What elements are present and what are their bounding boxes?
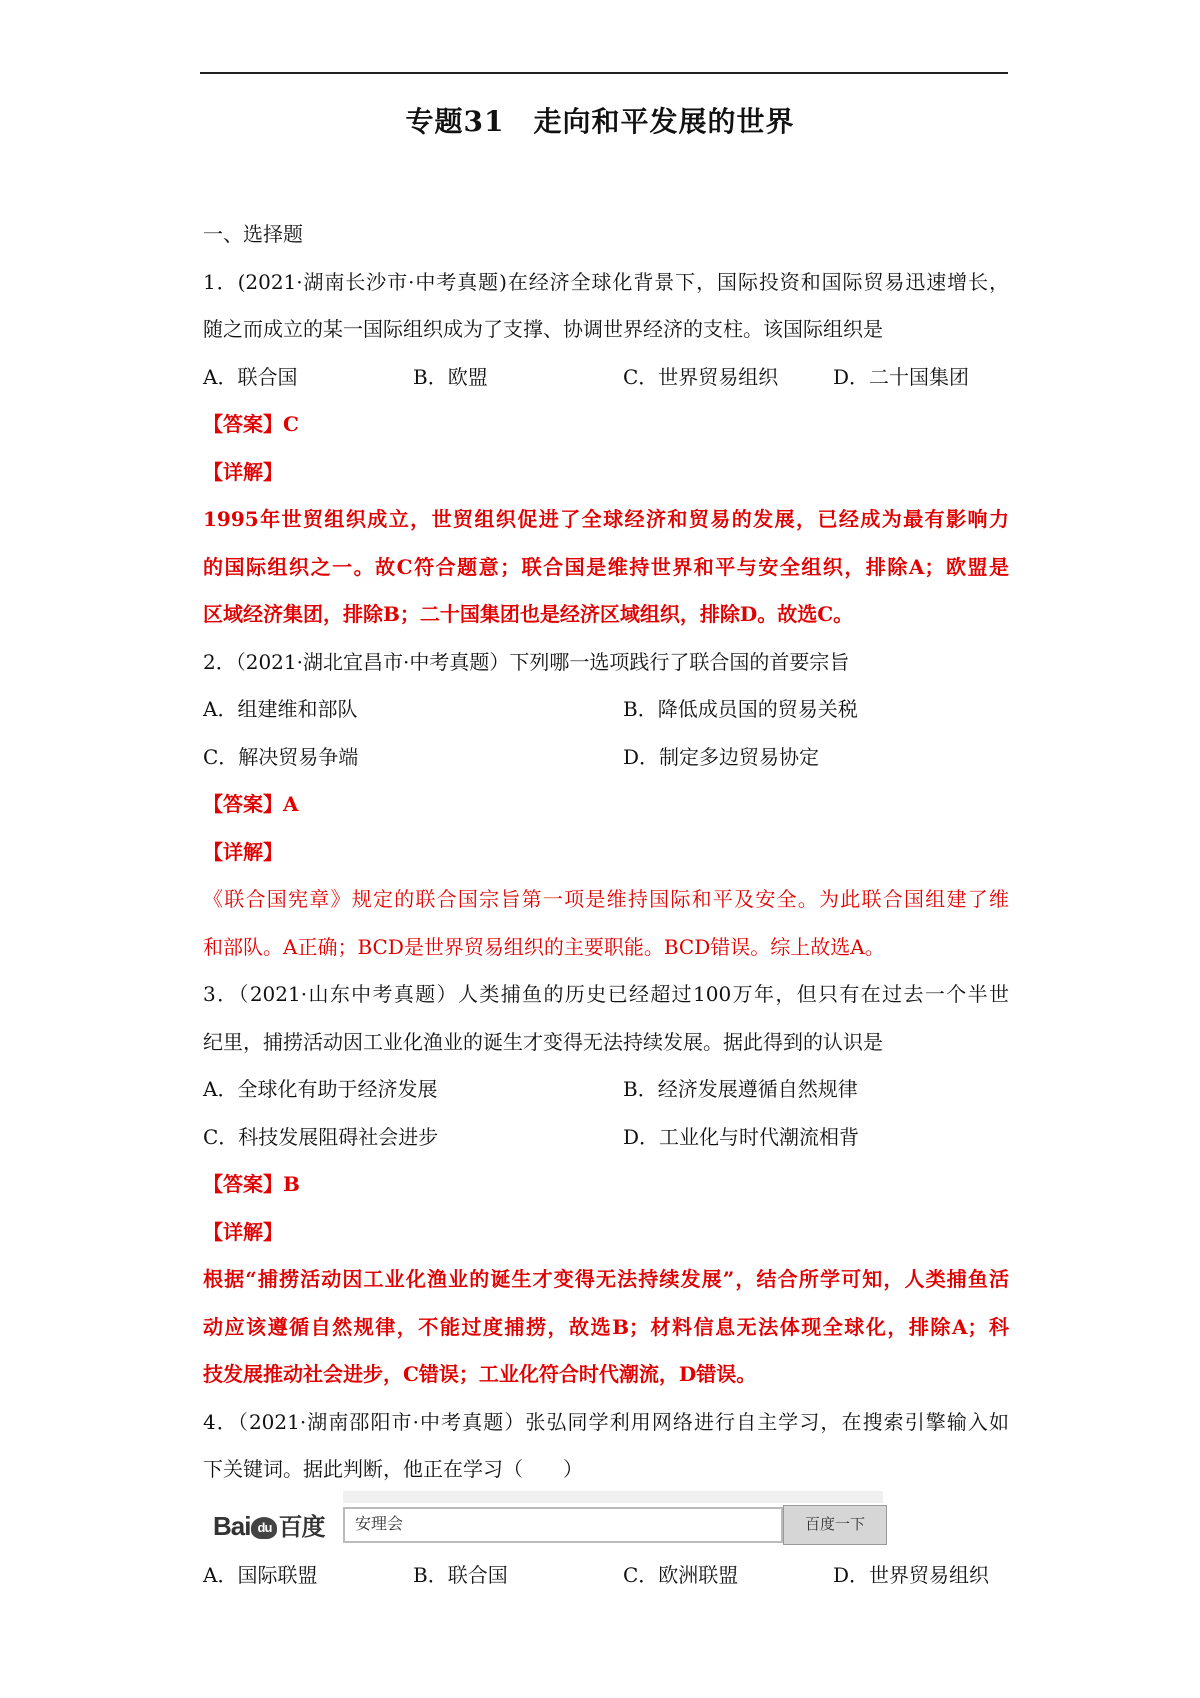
q4-stem-line-2: 下关键词。据此判断，他正在学习（ ）: [203, 1457, 583, 1481]
q3-detail-label: 【详解】: [203, 1219, 283, 1244]
search-button: 百度一下: [783, 1505, 887, 1545]
q1-detail-line-2: 的国际组织之一。故C符合题意；联合国是维持世界和平与安全组织，排除A；欧盟是: [203, 554, 1009, 579]
page-title: 专题31 走向和平发展的世界: [405, 105, 795, 138]
q2-option-d: D．制定多边贸易协定: [623, 744, 820, 769]
document-body: [203, 216, 1009, 1605]
q2-option-c: C．解决贸易争端: [203, 744, 359, 769]
q4-option-b: B．联合国: [413, 1563, 508, 1587]
q1-detail-line-1: 1995年世贸组织成立，世贸组织促进了全球经济和贸易的发展，已经成为最有影响力: [203, 507, 1009, 531]
q1-answer: 【答案】C: [203, 412, 299, 436]
q3-stem-line-1: 3．（2021·山东中考真题）人类捕鱼的历史已经超过100万年，但只有在过去一个半世: [203, 982, 1009, 1006]
q1-option-b: B．欧盟: [413, 364, 488, 389]
paw-icon: du: [251, 1517, 277, 1539]
q2-options-row-2: [203, 739, 1009, 787]
q3-options-row-2: [203, 1119, 1009, 1167]
q1-option-a: A．联合国: [203, 364, 298, 389]
q3-detail-line-1: 根据“捕捞活动因工业化渔业的诞生才变得无法持续发展”，结合所学可知，人类捕鱼活: [203, 1267, 1009, 1291]
q2-detail-line-1: 《联合国宪章》规定的联合国宗旨第一项是维持国际和平及安全。为此联合国组建了维: [203, 887, 1009, 911]
q3-detail-line-3: 技发展推动社会进步，C错误；工业化符合时代潮流，D错误。: [203, 1362, 757, 1386]
q1-detail-label: 【详解】: [203, 459, 283, 484]
q2-answer: 【答案】A: [203, 792, 299, 816]
q4-stem-line-1: 4．（2021·湖南邵阳市·中考真题）张弘同学利用网络进行自主学习，在搜索引擎输入如: [203, 1409, 1009, 1434]
q2-detail-label: 【详解】: [203, 839, 283, 864]
q2-option-a: A．组建维和部队: [203, 697, 358, 721]
q4-option-d: D．世界贸易组织: [833, 1563, 990, 1587]
q3-options-row-1: [203, 1071, 1009, 1119]
q3-option-a: A．全球化有助于经济发展: [203, 1077, 438, 1101]
q2-options-row-1: [203, 691, 1009, 739]
q2-option-b: B．降低成员国的贸易关税: [623, 697, 858, 721]
q1-option-d: D．二十国集团: [833, 364, 970, 389]
q1-options: [203, 359, 1009, 407]
logo-text: Bai: [213, 1511, 251, 1541]
q1-detail-line-3: 区域经济集团，排除B；二十国集团也是经济区域组织，排除D。故选C。: [203, 602, 854, 626]
baidu-search-image: [203, 1491, 1009, 1557]
header-rule: [200, 72, 1008, 74]
q2-stem-line-1: 2．（2021·湖北宜昌市·中考真题）下列哪一选项践行了联合国的首要宗旨: [203, 649, 850, 674]
logo-cn-text: 百度: [278, 1514, 325, 1541]
q3-option-d: D．工业化与时代潮流相背: [623, 1124, 860, 1149]
search-input: 安理会: [343, 1507, 783, 1543]
section-heading: 一、选择题: [203, 222, 303, 246]
baidu-logo: [213, 1507, 324, 1542]
q3-stem-line-2: 纪里，捕捞活动因工业化渔业的诞生才变得无法持续发展。据此得到的认识是: [203, 1029, 883, 1054]
q3-detail-line-2: 动应该遵循自然规律，不能过度捕捞，故选B；材料信息无法体现全球化，排除A；科: [203, 1314, 1009, 1339]
q1-option-c: C．世界贸易组织: [623, 364, 779, 389]
search-image-top-strip: [343, 1491, 883, 1503]
q2-detail-line-2: 和部队。A正确；BCD是世界贸易组织的主要职能。BCD错误。综上故选A。: [203, 934, 885, 959]
q3-option-b: B．经济发展遵循自然规律: [623, 1077, 858, 1101]
q3-option-c: C．科技发展阻碍社会进步: [203, 1124, 439, 1149]
q4-options: [203, 1557, 1009, 1605]
q4-option-a: A．国际联盟: [203, 1563, 318, 1587]
q4-option-c: C．欧洲联盟: [623, 1563, 739, 1587]
q1-stem-line-2: 随之而成立的某一国际组织成为了支撑、协调世界经济的支柱。该国际组织是: [203, 317, 883, 341]
q1-stem-line-1: 1．(2021·湖南长沙市·中考真题)在经济全球化背景下，国际投资和国际贸易迅速增长，: [203, 269, 1009, 294]
q3-answer: 【答案】B: [203, 1172, 300, 1196]
